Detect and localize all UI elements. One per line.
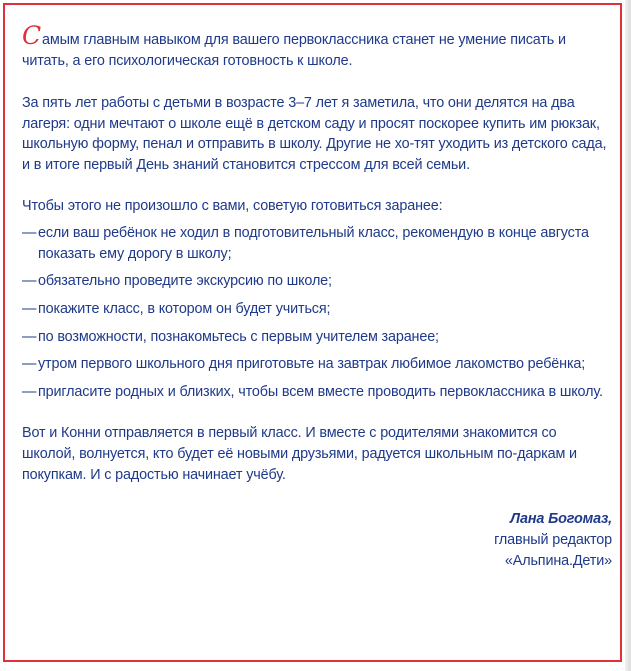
- tip-text: утром первого школьного дня приготовьте на завтрак любимое лакомство ребёнка;: [38, 356, 586, 373]
- letter-body: [22, 21, 612, 572]
- list-item: [22, 382, 612, 403]
- list-item: [22, 223, 612, 264]
- tip-text: обязательно проведите экскурсию по школе;: [38, 273, 332, 290]
- intro-paragraph: [22, 21, 612, 71]
- signature-block: [22, 509, 612, 572]
- closing-paragraph: Вот и Конни отправляется в первый класс. И вместе с родителями знакомится со школой, волнуется, кто будет её новыми друзьями, радуется школьным по-даркам и покупкам. И с радостью начинает учёбу.: [22, 425, 577, 483]
- list-item: [22, 354, 612, 375]
- experience-paragraph: За пять лет работы с детьми в возрасте 3–7 лет я заметила, что они делятся на два лагеря: одни мечтают о школе ещё в детском саду и просят поскорее купить им рюкзак, школьную форму, пенал и отправить в школу. Другие не хо-тят уходить из детского сада, и в итоге первый День знаний становится стрессом для всей семьи.: [22, 95, 607, 173]
- dash-bullet: —: [22, 273, 37, 290]
- tips-list: [22, 223, 612, 402]
- intro-text: амым главным навыком для вашего первоклассника станет не умение писать и читать, а его психологическая готовность к школе.: [22, 32, 566, 69]
- tip-text: если ваш ребёнок не ходил в подготовительный класс, рекомендую в конце августа показать ему дорогу в школу;: [38, 225, 589, 262]
- list-item: [22, 299, 612, 320]
- list-item: [22, 271, 612, 292]
- dash-bullet: —: [22, 300, 37, 317]
- dash-bullet: —: [22, 356, 37, 373]
- advice-intro: Чтобы этого не произошло с вами, советую готовиться заранее:: [22, 197, 443, 214]
- tip-text: по возможности, познакомьтесь с первым учителем заранее;: [38, 328, 439, 345]
- page-edge: [625, 0, 631, 671]
- signature-role: главный редактор: [494, 532, 612, 549]
- dash-bullet: —: [22, 328, 37, 345]
- tip-text: пригласите родных и близких, чтобы всем вместе проводить первоклассника в школу.: [38, 383, 603, 400]
- list-item: [22, 327, 612, 348]
- signature-name: Лана Богомаз,: [510, 511, 612, 528]
- drop-cap: С: [22, 21, 41, 50]
- dash-bullet: —: [22, 383, 37, 400]
- dash-bullet: —: [22, 225, 37, 242]
- signature-company: «Альпина.Дети»: [504, 553, 612, 570]
- tip-text: покажите класс, в котором он будет учиться;: [38, 300, 331, 317]
